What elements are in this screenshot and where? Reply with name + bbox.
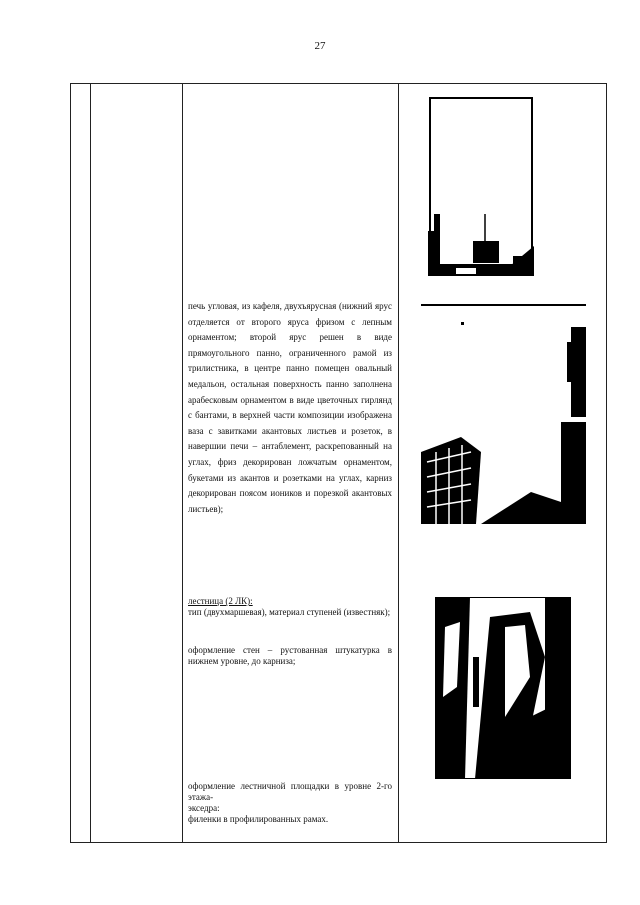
text-staircase-type: тип (двухмаршевая), материал ступеней (известняк); [188, 607, 391, 617]
text-panels: филенки в профилированных рамах. [188, 814, 329, 824]
photo-stove-lower [421, 302, 586, 524]
text-stove: печь угловая, из кафеля, двухъярусная (нижний ярус отделяется от второго яруса фризом с лепным орнаментом; второй ярус решен в виде прямоугольного панно, ограниченного рамой из трилистника, в центре панно помещен овальный медальон, остальная поверхность панно заполнена арабесковым орнаментом в виде цветочных гирлянд с бантами, в верхней части композиции изображена ваза с завитками акантовых листьев и розеток, в навершии печи – антаблемент, раскрепованный на углах, фриз декорирован ложчатым орнаментом, букетами из акантов и розетками на углах, карниз декорирован поясом иоников и порезкой акантовых листьев); [188, 301, 392, 514]
text-landing-finish: оформление лестничной площадки в уровне 2-го этажа- [188, 781, 392, 802]
column-divider-1 [90, 84, 91, 842]
photo-staircase [435, 597, 571, 779]
column-divider-3 [398, 84, 399, 842]
register-table [70, 83, 607, 843]
text-wall-finish: оформление стен – рустованная штукатурка в нижнем уровне, до карниза; [188, 645, 392, 666]
page-number: 27 [314, 40, 326, 52]
text-staircase-title: лестница (2 ЛК): [188, 596, 253, 606]
photo-stove-upper [428, 96, 534, 276]
text-exedra: экседра: [188, 803, 220, 813]
column-divider-2 [182, 84, 183, 842]
